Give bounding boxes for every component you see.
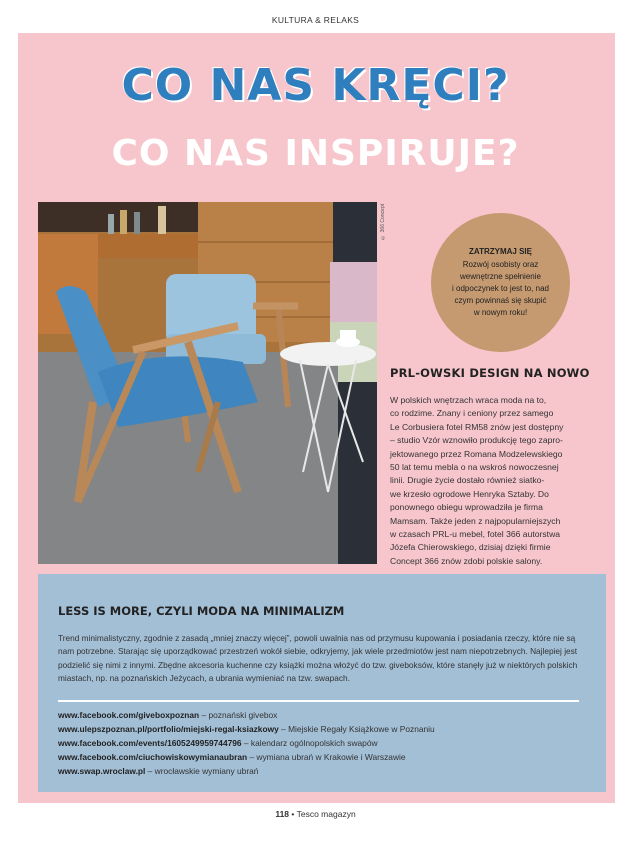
link-item bbox=[58, 708, 598, 722]
link-item bbox=[58, 750, 598, 764]
link-list bbox=[58, 708, 598, 778]
armchairs-illustration bbox=[38, 202, 377, 564]
link-url[interactable]: www.facebook.com/giveboxpoznan bbox=[58, 710, 200, 720]
callout-circle bbox=[431, 213, 570, 352]
callout-title: ZATRZYMAJ SIĘ bbox=[469, 246, 532, 256]
link-item bbox=[58, 722, 598, 736]
link-url[interactable]: www.facebook.com/ciuchowiskowymianaubran bbox=[58, 752, 248, 762]
link-url[interactable]: www.ulepszpoznan.pl/portfolio/miejski-regal-ksiazkowy bbox=[58, 724, 279, 734]
link-description: – kalendarz ogólnopolskich swapów bbox=[243, 738, 378, 748]
article-heading: PRL-OWSKI DESIGN NA NOWO bbox=[390, 366, 590, 380]
article-body: W polskich wnętrzach wraca moda na to, co rodzime. Znany i ceniony przez samego Le Corbusiera fotel RM58 znów jest dostępny – studio Vzór wznowiło produkcję tego zapro- jektowanego przez Romana Modzelewskiego 50 lat temu mebla o na wskroś nowoczesnej linii. Drugie życie dostało również siatko- we krzesło ogrodowe Henryka Sztaby. Do ponownego obiegu wprowadziła je firma Mamsam. Także jeden z najpopularniejszych w czasach PRL-u mebel, fotel 366 autorstwa Józefa Chierowskiego, dzisiaj dzięki firmie Concept 366 znów zdobi polskie salony. bbox=[390, 395, 564, 566]
link-description: – poznański givebox bbox=[201, 710, 278, 720]
link-description: – Miejskie Regały Książkowe w Poznaniu bbox=[281, 724, 435, 734]
photo-credit: © 366 Concept bbox=[380, 204, 386, 240]
link-description: – wymiana ubrań w Krakowie i Warszawie bbox=[249, 752, 406, 762]
page-number: 118 bbox=[275, 809, 290, 819]
armchairs-photo bbox=[38, 202, 377, 564]
link-description: – wrocławskie wymiany ubrań bbox=[147, 766, 259, 776]
page-footer bbox=[0, 809, 631, 819]
minimalism-heading: LESS IS MORE, CZYLI MODA NA MINIMALIZM bbox=[58, 604, 345, 618]
footer-separator: • bbox=[291, 809, 295, 819]
divider bbox=[58, 700, 579, 702]
headline-secondary: CO NAS INSPIRUJE? bbox=[111, 133, 520, 174]
section-label: KULTURA & RELAKS bbox=[271, 15, 360, 25]
link-url[interactable]: www.facebook.com/events/1605249959744796 bbox=[58, 738, 242, 748]
link-item bbox=[58, 764, 598, 778]
callout-body: Rozwój osobisty oraz wewnętrzne spełnienie i odpoczynek to jest to, nad czym powinnaś się skupić w nowym roku! bbox=[452, 259, 549, 317]
minimalism-body: Trend minimalistyczny, zgodnie z zasadą „mniej znaczy więcej”, powoli uwalnia nas od przymusu kupowania i posiadania rzeczy, które nie są nam potrzebne. Starając się uporządkować przestrzeń wokół siebie, odkryjemy, jak wiele przedmiotów jest nam niepotrzebnych. Najlepiej jest podzielić się nimi z innymi. Zbędne akcesoria kuchenne czy książki można włożyć do tzw. giveboksów, które stanęły już w niektórych polskich miastach, np. na poznańskich Jeżycach, a ubrania wymieniać na tzw. swapach. bbox=[58, 633, 578, 683]
magazine-name: Tesco magazyn bbox=[296, 809, 356, 819]
link-url[interactable]: www.swap.wroclaw.pl bbox=[58, 766, 146, 776]
link-item bbox=[58, 736, 598, 750]
headline-primary: CO NAS KRĘCI? bbox=[121, 60, 510, 111]
